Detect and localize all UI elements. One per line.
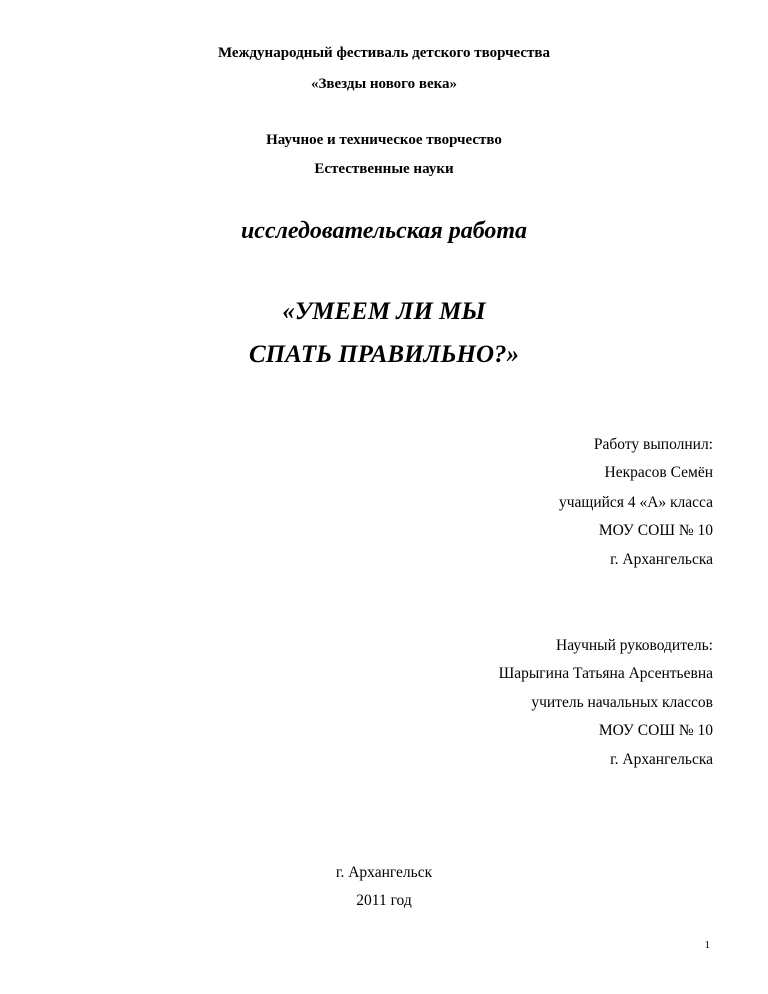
supervisor-city: г. Архангельска xyxy=(610,751,713,768)
page-number: 1 xyxy=(704,939,710,951)
author-grade: учащийся 4 «А» класса xyxy=(558,494,713,511)
supervisor-name: Шарыгина Татьяна Арсентьевна xyxy=(498,665,713,682)
author-label: Работу выполнил: xyxy=(593,436,713,453)
subcategory: Естественные науки xyxy=(314,161,454,177)
work-title-line-1: «УМЕЕМ ЛИ МЫ xyxy=(282,298,486,325)
footer-city: г. Архангельск xyxy=(335,864,433,881)
author-school: МОУ СОШ № 10 xyxy=(598,522,713,539)
supervisor-position: учитель начальных классов xyxy=(531,694,713,711)
work-title-line-2: СПАТЬ ПРАВИЛЬНО?» xyxy=(248,341,520,368)
festival-title: Международный фестиваль детского творчества xyxy=(217,45,551,61)
supervisor-label: Научный руководитель: xyxy=(556,637,713,654)
supervisor-school: МОУ СОШ № 10 xyxy=(598,722,713,739)
author-name: Некрасов Семён xyxy=(604,464,713,481)
work-genre: исследовательская работа xyxy=(240,218,528,244)
author-city: г. Архангельска xyxy=(610,551,713,568)
festival-name: «Звезды нового века» xyxy=(310,76,458,92)
footer-year: 2011 год xyxy=(356,892,412,909)
category: Научное и техническое творчество xyxy=(266,132,502,148)
